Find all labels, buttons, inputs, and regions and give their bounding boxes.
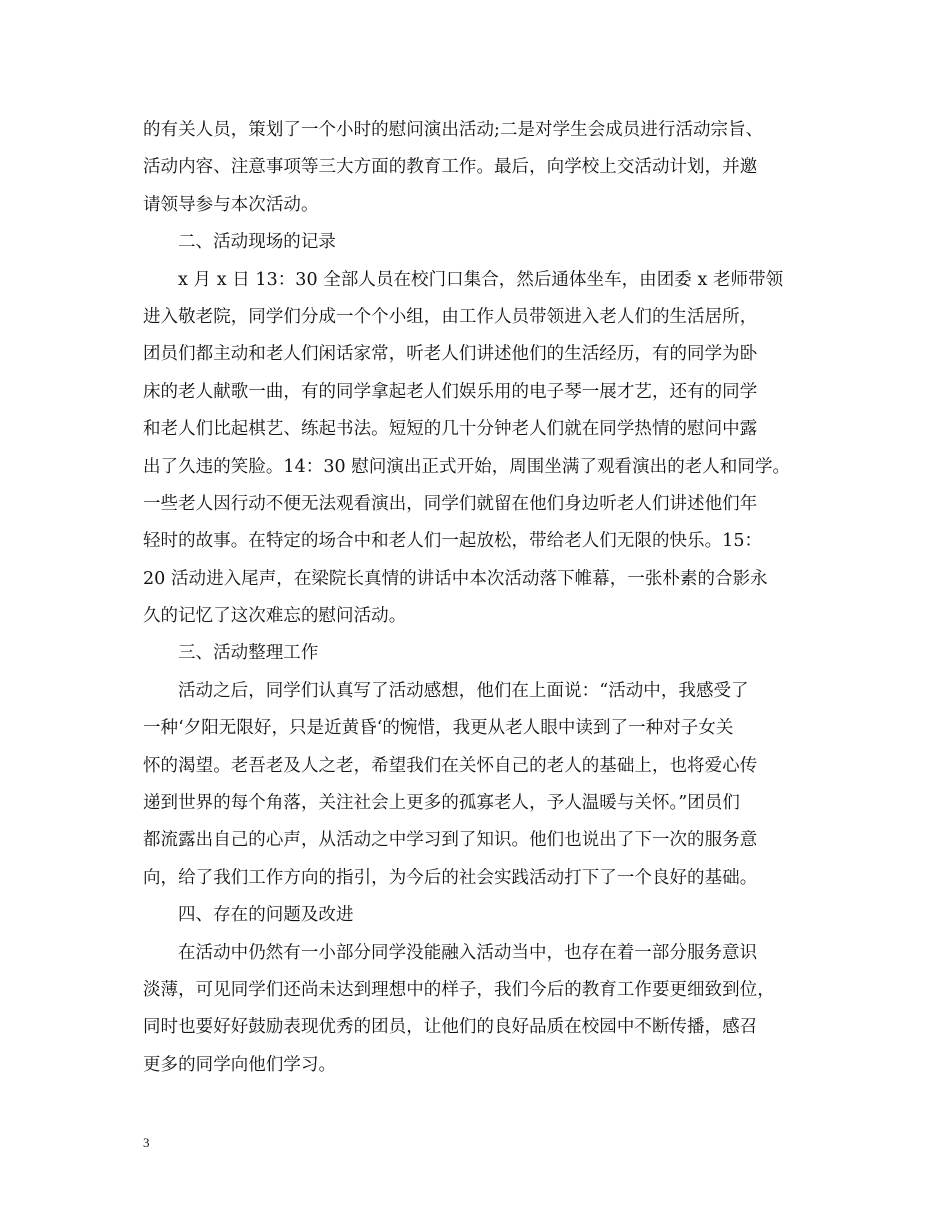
section-heading: 二、活动现场的记录 <box>178 232 336 253</box>
document-body <box>143 112 813 1084</box>
paragraph-line: 进入敬老院，同学们分成一个个小组，由工作人员带领进入老人们的生活居所， <box>143 306 758 327</box>
paragraph-line: 请领导参与本次活动。 <box>143 194 319 215</box>
paragraph-line: 的有关人员，策划了一个小时的慰问演出活动;二是对学生会成员进行活动宗旨、 <box>143 120 764 140</box>
paragraph-line: 一种‘夕阳无限好，只是近黄昏‘的惋惜，我更从老人眼中读到了一种对子女关 <box>143 718 734 739</box>
paragraph-line: x 月 x 日 13：30 全部人员在校门口集合，然后通体坐车，由团委 x 老师带领 <box>178 269 784 290</box>
paragraph-line: 出了久违的笑脸。14：30 慰问演出正式开始，周围坐满了观看演出的老人和同学。 <box>143 456 791 477</box>
paragraph-line: 怀的渴望。老吾老及人之老，希望我们在关怀自己的老人的基础上，也将爱心传 <box>143 755 758 776</box>
paragraph-line: 活动内容、注意事项等三大方面的教育工作。最后，向学校上交活动计划，并邀 <box>143 157 758 178</box>
section-heading: 三、活动整理工作 <box>178 643 319 664</box>
paragraph-line: 20 活动进入尾声，在梁院长真情的讲话中本次活动落下帷幕，一张朴素的合影永 <box>143 568 768 589</box>
paragraph-line: 团员们都主动和老人们闲话家常，听老人们讲述他们的生活经历，有的同学为卧 <box>143 344 758 365</box>
paragraph-line: 床的老人献歌一曲，有的同学拿起老人们娱乐用的电子琴一展才艺，还有的同学 <box>143 381 758 402</box>
paragraph-line: 在活动中仍然有一小部分同学没能融入活动当中，也存在着一部分服务意识 <box>178 942 758 963</box>
paragraph-line: 淡薄，可见同学们还尚未达到理想中的样子，我们今后的教育工作要更细致到位， <box>143 979 775 1000</box>
paragraph-line: 都流露出自己的心声，从活动之中学习到了知识。他们也说出了下一次的服务意 <box>143 830 758 851</box>
paragraph-line: 一些老人因行动不便无法观看演出，同学们就留在他们身边听老人们讲述他们年 <box>143 493 758 514</box>
paragraph-line: 同时也要好好鼓励表现优秀的团员，让他们的良好品质在校园中不断传播，感召 <box>143 1017 758 1038</box>
paragraph-line: 递到世界的每个角落，关注社会上更多的孤寡老人，予人温暖与关怀。”团员们 <box>143 793 740 814</box>
paragraph-line: 向，给了我们工作方向的指引，为今后的社会实践活动打下了一个良好的基础。 <box>143 867 758 888</box>
paragraph-line: 活动之后，同学们认真写了活动感想，他们在上面说：“活动中，我感受了 <box>178 680 749 701</box>
page-number: 3 <box>143 1135 150 1150</box>
paragraph-line: 和老人们比起棋艺、练起书法。短短的几十分钟老人们就在同学热情的慰问中露 <box>143 419 758 440</box>
section-heading: 四、存在的问题及改进 <box>178 905 354 926</box>
paragraph-line: 更多的同学向他们学习。 <box>143 1054 337 1075</box>
paragraph-line: 轻时的故事。在特定的场合中和老人们一起放松，带给老人们无限的快乐。15： <box>143 531 763 552</box>
paragraph-line: 久的记忆了这次难忘的慰问活动。 <box>143 606 407 627</box>
